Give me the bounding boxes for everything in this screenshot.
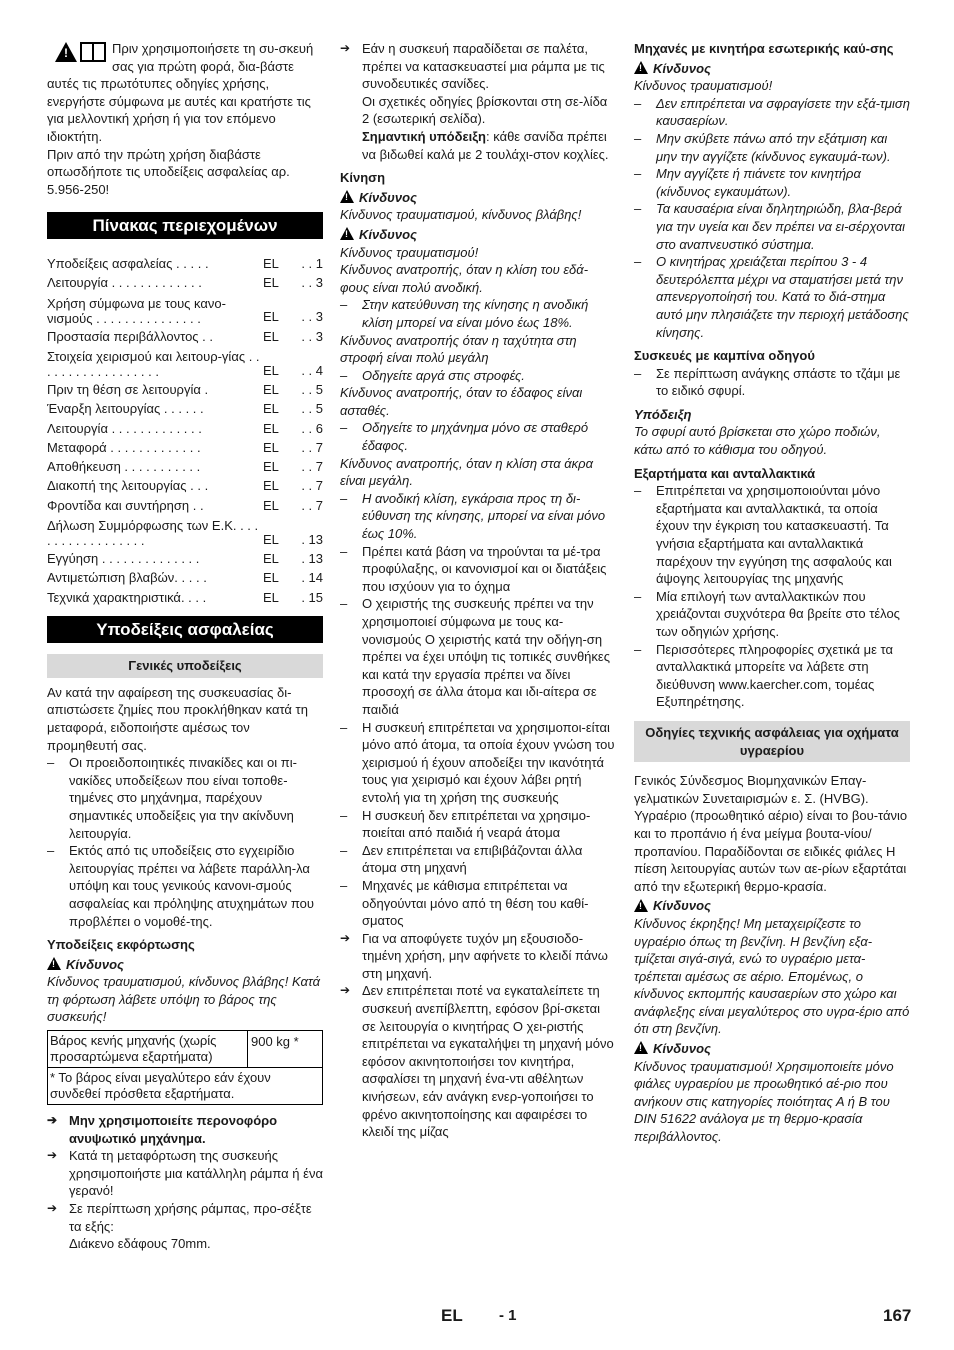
danger-label: Κίνδυνος <box>66 956 124 972</box>
arrow-item-2: ➔ Κατά τη μεταφόρτωση της συσκευής χρησιμοποιήστε μια κατάλληλη ράμπα ή ένα γερανό! <box>47 1147 323 1200</box>
toc-entry-page: . . 7 <box>301 497 323 513</box>
cylinder-warning: Κίνδυνος τραυματισμού! Χρησιμοποιείτε μόνο φιάλες υγραερίου με προωθητικό αέ-ριο που ανήκουν στις κατηγορίες ποιότητας Α ή Β του DIN 51622 ανάλογα με τη θερμο-κρασία περιβάλλοντος. <box>634 1058 894 1145</box>
toc-entry-page: . . 3 <box>301 275 323 291</box>
toc-entry-page: . . 7 <box>301 439 323 455</box>
danger-label: Κίνδυνος <box>359 189 417 205</box>
danger-heading <box>634 1040 910 1058</box>
toc-entry-title: Στοιχεία χειρισμού και λειτουρ-γίας . . . . . . . . . . . . . . . . . . <box>47 349 260 380</box>
toc-entry-lang: EL <box>263 328 279 344</box>
toc-entry <box>47 548 323 567</box>
toc-entry-lang: EL <box>263 459 279 475</box>
toc-entry-lang: EL <box>263 531 279 547</box>
dash-item: – Μηχανές με κάθισμα επιτρέπεται να οδηγούνται μόνο από τη θέση του καθί-σματος <box>340 877 616 930</box>
dash-item: – Μην σκύβετε πάνω από την εξάτμιση και μην την αγγίζετε (κίνδυνος εγκαυμά-των). <box>634 130 910 165</box>
unload-title: Υποδείξεις εκφόρτωσης <box>47 937 195 953</box>
toc-entry <box>47 292 323 326</box>
arrow-item-1: ➔ Μην χρησιμοποιείτε περονοφόρο ανυψωτικό μηχάνημα. <box>47 1112 323 1147</box>
toc-entry <box>47 456 323 475</box>
danger-text-4: Κίνδυνος ανατροπής όταν η ταχύτητα στη στροφή είναι πολύ μεγάλη <box>340 332 577 366</box>
toc-entry-page: . 14 <box>301 570 323 586</box>
danger-text-3: Κίνδυνος ανατροπής, όταν η κλίση του εδά-φους είναι πολύ ανοδική. <box>340 262 589 295</box>
toc-entry-title: Μεταφορά . . . . . . . . . . . . . <box>47 439 201 455</box>
toc-entry-lang: EL <box>263 497 279 513</box>
dash-item: – Η ανοδική κλίση, εγκάρσια προς τη δι-εύθυνση της κίνησης, μπορεί να είναι μόνο έως 10%. <box>340 490 616 543</box>
toc-entry-page: . . 3 <box>301 328 323 344</box>
toc-entry-title: Αντιμετώπιση βλαβών. . . . . <box>47 570 207 586</box>
warning-icon <box>634 899 648 912</box>
toc-entry-title: Χρήση σύμφωνα με τους κανο-νισμούς . . . . . . . . . . . . . . . <box>47 295 226 326</box>
important-text: : κάθε σανίδα πρέπει να βιδωθεί καλά με 2 τουλάχι-στον κοχλίες. <box>362 128 609 162</box>
toc-entry <box>47 568 323 587</box>
dash-item: – Πρέπει κατά βάση να τηρούνται τα μέ-τρα προφύλαξης, οι κανονισμοί και οι διατάξεις που ισχύουν για το όχημα <box>340 543 616 596</box>
toc-entry-lang: EL <box>263 275 279 291</box>
lpg-text: Γενικός Σύνδεσμος Βιομηχανικών Επαγ-γελματικών Συνεταιρισμών ε. Σ. (HVBG). Υγραέριο (προωθητικό αέριο) είναι το βου-τάνιο και το προπάνιο ή ένα μείγμα βουτα-νίου/προπανίου. Παραδίδονται σε ειδικές φιάλες Η πίεση λειτουργίας αυτών των αε-ρίων εξαρτάται από την εξωτερική θερμο-κρασία. <box>634 773 908 894</box>
intro-text: Πριν χρησιμοποιήσετε τη συ-σκευή σας για πρώτη φορά, δια-βάστε αυτές τις πρωτότυπες οδηγίες χρήσης, ενεργήστε σύμφωνα με αυτές και κρατήστε τις για μελλοντική χρήση ή για τον επόμενο ιδιοκτήτη. <box>47 41 314 144</box>
footer-page-number: 167 <box>883 1306 912 1325</box>
warning-icon <box>340 227 354 240</box>
danger-text-5: Κίνδυνος ανατροπής, όταν το έδαφος είναι ασταθές. <box>340 385 583 418</box>
column-1 <box>47 40 323 1253</box>
toc-entry-page: . . 5 <box>301 401 323 417</box>
explosion-warning: Κίνδυνος έκρηξης! Μη μεταχειρίζεστε το υγραέριο όπως τη βενζίνη. Η βενζίνη εξα-τμίζεται σιγά-σιγά, ενώ το υγραέριο μετα-τρέπεται αμέσως σε αέριο. Επομένως, ο κίνδυνος εκπομπής καυσαερίων στο χώρο και ανάφλεξης είναι μεγαλύτερος στο υγρα-έριο από ότι στη βενζίνη. <box>634 915 910 1037</box>
accessories-title: Εξαρτήματα και ανταλλακτικά <box>634 465 816 481</box>
weight-value: 900 kg * <box>251 1034 299 1050</box>
toc-entry-lang: EL <box>263 570 279 586</box>
toc-entry <box>47 495 323 514</box>
weight-note: * Το βάρος είναι μεγαλύτερο εάν έχουν συνδεθεί πρόσθετα εξαρτήματα. <box>50 1070 271 1102</box>
footer-page-local: - 1 <box>499 1307 517 1324</box>
toc-entry-page: . . 7 <box>301 459 323 475</box>
toc-entry-title: Τεχνικά χαρακτηριστικά. . . . <box>47 589 207 605</box>
dash-item: – Η συσκευή δεν επιτρέπεται να χρησιμο-ποιείται από παιδιά ή νεαρά άτομα <box>340 807 616 842</box>
toc-entry-page: . . 3 <box>301 309 323 325</box>
important-label: Σημαντική υπόδειξη <box>362 128 486 144</box>
toc-entry-page: . 13 <box>301 551 323 567</box>
toc-entry <box>47 253 323 272</box>
warning-icon <box>634 61 648 74</box>
toc-entry-page: . . 5 <box>301 381 323 397</box>
dash-item: – Οδηγείτε το μηχάνημα μόνο σε σταθερό έδαφος. <box>340 419 616 454</box>
danger-label: Κίνδυνος <box>653 898 711 914</box>
toc-entry <box>47 399 323 418</box>
engine-title: Μηχανές με κινητήρα εσωτερικής καύ-σης <box>634 41 894 56</box>
ground-clearance: Διάκενο εδάφους 70mm. <box>69 1236 211 1252</box>
important-note <box>340 128 616 163</box>
arrow-item-key: ➔ Για να αποφύγετε τυχόν μη εξουσιοδο-τημένη χρήση, μην αφήνετε το κλειδί πάνω στη μηχανή. <box>340 930 616 983</box>
toc-entry-page: . . 4 <box>301 362 323 378</box>
danger-label: Κίνδυνος <box>653 1041 711 1057</box>
general-text: Αν κατά την αφαίρεση της συσκευασίας δι-απιστώσετε ζημίες που προκλήθηκαν κατά τη μεταφορά, ειδοποιήστε αμέσως τον προμηθευτή σας. <box>47 684 308 753</box>
warning-icon <box>634 1041 648 1054</box>
danger-label: Κίνδυνος <box>359 226 417 242</box>
danger-heading <box>340 189 616 207</box>
dash-item: – Περισσότερες πληροφορίες σχετικά με τα ανταλλακτικά μπορείτε να λάβετε στη διεύθυνση www.kaercher.com, τομέας Εξυπηρέτησης. <box>634 641 910 711</box>
danger-text-6: Κίνδυνος ανατροπής, όταν η κλίση στα άκρα είναι μεγάλη. <box>340 455 593 489</box>
weight-table <box>47 1030 323 1105</box>
toc-entry-lang: EL <box>263 401 279 417</box>
toc-entry-title: Υποδείξεις ασφαλείας . . . . . <box>47 256 209 272</box>
dash-item: – Στην κατεύθυνση της κίνησης η ανοδική κλίση μπορεί να είναι μόνο έως 18%. <box>340 296 616 331</box>
intro-block <box>47 40 323 146</box>
toc-entry-title: Φροντίδα και συντήρηση . . <box>47 497 204 513</box>
toc-entry-title: Λειτουργία . . . . . . . . . . . . . <box>47 420 202 436</box>
intro-text-2: Πριν από την πρώτη χρήση διαβάστε οπωσδήποτε τις υποδείξεις ασφαλείας αρ. 5.956-250! <box>47 146 290 197</box>
toc-entry <box>47 476 323 495</box>
toc-entry-lang: EL <box>263 256 279 272</box>
toc-entry <box>47 514 323 548</box>
toc-entry-title: Λειτουργία . . . . . . . . . . . . . <box>47 275 202 291</box>
dash-item: – Η συσκευή επιτρέπεται να χρησιμοποι-είται μόνο από άτομα, τα οποία έχουν γνώση του χειρισμού ή έχουν αποδείξει την ικανότητά τους για χειρισμό και έχουν λάβει ρητή εντολή για τη χρήση της συσκευής <box>340 719 616 807</box>
warning-icon <box>340 190 354 203</box>
toc-entry <box>47 587 323 606</box>
dash-item: – Επιτρέπεται να χρησιμοποιούνται μόνο εξαρτήματα και ανταλλακτικά, τα οποία έχουν την έγκριση του κατασκευαστή. Τα γνήσια εξαρτήματα και ανταλλακτικά παρέχουν την εγγύηση της ασφαλούς και άψογης λειτουργίας της μηχανής <box>634 482 910 588</box>
danger-text-2: Κίνδυνος τραυματισμού! <box>340 244 479 260</box>
manual-icon <box>80 42 106 62</box>
toc-entry <box>47 345 323 379</box>
toc-entry-page: . . 6 <box>301 420 323 436</box>
dash-item: – Δεν επιτρέπεται να επιβιβάζονται άλλα άτομα στη μηχανή <box>340 842 616 877</box>
danger-text-1: Κίνδυνος τραυματισμού, κίνδυνος βλάβης! <box>340 207 582 223</box>
toc-entry-lang: EL <box>263 420 279 436</box>
danger-heading <box>340 226 616 244</box>
note-text: Το σφυρί αυτό βρίσκεται στο χώρο ποδιών, κάτω από το κάθισμα του οδηγού. <box>634 424 881 458</box>
toc-entry-page: . 13 <box>301 531 323 547</box>
toc-entry-lang: EL <box>263 478 279 494</box>
dash-item: – Ο χειριστής της συσκευής πρέπει να την χρησιμοποιεί σύμφωνα με τους κα-νονισμούς Ο χειριστής κατά την οδήγη-ση πρέπει να έχει υπόψη τις τοπικές συνθήκες και κατά την εργασία πρέπει να δίνει προσοχή σε άλλα άτομα και ιδι-αίτερα σε παιδιά <box>340 595 616 718</box>
table-of-contents <box>47 253 323 606</box>
dash-item: – Μία επιλογή των ανταλλακτικών που χρειάζονται συχνότερα θα βρείτε στο τέλος των οδηγιών χρήσης. <box>634 588 910 641</box>
danger-text: Κίνδυνος τραυματισμού! <box>634 78 773 94</box>
movement-title: Κίνηση <box>340 170 386 186</box>
toc-entry-page: . . 1 <box>301 256 323 272</box>
dash-item: – Μην αγγίζετε ή πιάνετε τον κινητήρα (κίνδυνος εγκαυμάτων). <box>634 165 910 200</box>
dash-item: – Οδηγείτε αργά στις στροφές. <box>340 367 616 385</box>
toc-entry <box>47 326 323 345</box>
safety-title: Υποδείξεις ασφαλείας <box>47 616 323 643</box>
weight-label: Βάρος κενής μηχανής (χωρίς προσαρτώμενα εξαρτήματα) <box>48 1031 248 1067</box>
ramp-instructions: Οι σχετικές οδηγίες βρίσκονται στη σε-λίδα 2 (εσωτερική σελίδα). <box>362 93 608 127</box>
unload-warning: Κίνδυνος τραυματισμού, κίνδυνος βλάβης! Κατά τη φόρτωση λάβετε υπόψη το βάρος της συσκευής! <box>47 974 320 1025</box>
column-3 <box>634 40 910 1146</box>
note-title: Υπόδειξη <box>634 406 692 422</box>
toc-entry-title: Αποθήκευση . . . . . . . . . . . <box>47 459 201 475</box>
dash-item: – Τα καυσαέρια είναι δηλητηριώδη, βλα-βερά για την υγεία και δεν πρέπει να ει-σέρχονται στο αναπνευστικό σύστημα. <box>634 200 910 253</box>
cab-title: Συσκευές με καμπίνα οδηγού <box>634 348 815 364</box>
toc-entry-page: . 15 <box>301 589 323 605</box>
lpg-title: Οδηγίες τεχνικής ασφάλειας για οχήματα υγραερίου <box>634 721 910 762</box>
toc-entry-lang: EL <box>263 439 279 455</box>
warning-manual-icons <box>55 42 106 62</box>
toc-entry-title: Έναρξη λειτουργίας . . . . . . <box>47 401 204 417</box>
arrow-item-3: ➔ Σε περίπτωση χρήσης ράμπας, προ-σέξτε τα εξής: <box>47 1200 323 1235</box>
toc-entry <box>47 273 323 292</box>
toc-entry <box>47 437 323 456</box>
toc-entry-title: Εγγύηση . . . . . . . . . . . . . . <box>47 551 200 567</box>
arrow-item-unattended: ➔ Δεν επιτρέπεται ποτέ να εγκαταλείπετε τη συσκευή ανεπίβλεπτη, εφόσον βρί-σκεται σε λειτουργία ο κινητήρας Ο χει-ριστής επιτρέπεται να εγκαταλήψει τη μηχανή μόνο εφόσον ακινητοποιήσει τον κινητήρα, ασφαλίσει τη μηχανή ένα-ντι αθέλητων κινήσεων, εάν ανάγκη ενερ-γοποιήσει το φρένο ακινητοποίησης και αφαιρέσει το κλειδί της μίζας <box>340 982 616 1140</box>
toc-entry-title: Προστασία περιβάλλοντος . . <box>47 328 214 344</box>
warning-icon <box>55 42 77 62</box>
toc-entry-lang: EL <box>263 381 279 397</box>
danger-heading <box>634 897 910 915</box>
toc-entry-title: Δήλωση Συμμόρφωσης των Ε.Κ. . . . . . . . . . . . . . . . . . <box>47 518 259 549</box>
danger-heading <box>634 60 910 78</box>
general-item-2: – Εκτός από τις υποδείξεις στο εγχειρίδιο λειτουργίας πρέπει να λάβετε παράλλη-λα υπόψη και τους γενικούς κανονι-σμούς ασφαλείας και πρόληψης ατυχημάτων που προβλέπει ο νομοθέ-της. <box>47 842 323 930</box>
toc-entry-lang: EL <box>263 589 279 605</box>
toc-entry-title: Πριν τη θέση σε λειτουργία . <box>47 381 209 397</box>
dash-item: – Σε περίπτωση ανάγκης σπάστε το τζάμι με το ειδικό σφυρί. <box>634 365 910 400</box>
dash-item: – Ο κινητήρας χρειάζεται περίπου 3 - 4 δευτερόλεπτα μέχρι να σταματήσει μετά την απενεργοποίησή του. Κατά το διά-στημα αυτό μην πλησιάζετε την περιοχή μετάδοσης κίνησης. <box>634 253 910 341</box>
danger-label: Κίνδυνος <box>653 60 711 76</box>
warning-icon <box>47 957 61 970</box>
general-title: Γενικές υποδείξεις <box>47 654 323 678</box>
toc-entry <box>47 379 323 398</box>
toc-entry-title: Διακοπή της λειτουργίας . . . <box>47 478 209 494</box>
arrow-item-pallet: ➔ Εάν η συσκευή παραδίδεται σε παλέτα, πρέπει να κατασκευαστεί μια ράμπα με τις συνοδευτικές σανίδες. <box>340 40 616 93</box>
toc-entry-lang: EL <box>263 309 279 325</box>
general-item-1: – Οι προειδοποιητικές πινακίδες και οι πι-νακίδες υποδείξεων που είναι τοποθε-τημένες στο μηχάνημα, παρέχουν σημαντικές υποδείξεις για την ακίνδυνη λειτουργία. <box>47 754 323 842</box>
toc-title: Πίνακας περιεχομένων <box>47 212 323 239</box>
danger-heading <box>47 956 323 974</box>
column-2 <box>340 40 616 1141</box>
toc-entry-lang: EL <box>263 362 279 378</box>
toc-entry-page: . . 7 <box>301 478 323 494</box>
toc-entry-lang: EL <box>263 551 279 567</box>
footer-lang: EL <box>441 1306 463 1325</box>
dash-item: – Δεν επιτρέπεται να σφραγίσετε την εξά-τμιση καυσαερίων. <box>634 95 910 130</box>
toc-entry <box>47 418 323 437</box>
